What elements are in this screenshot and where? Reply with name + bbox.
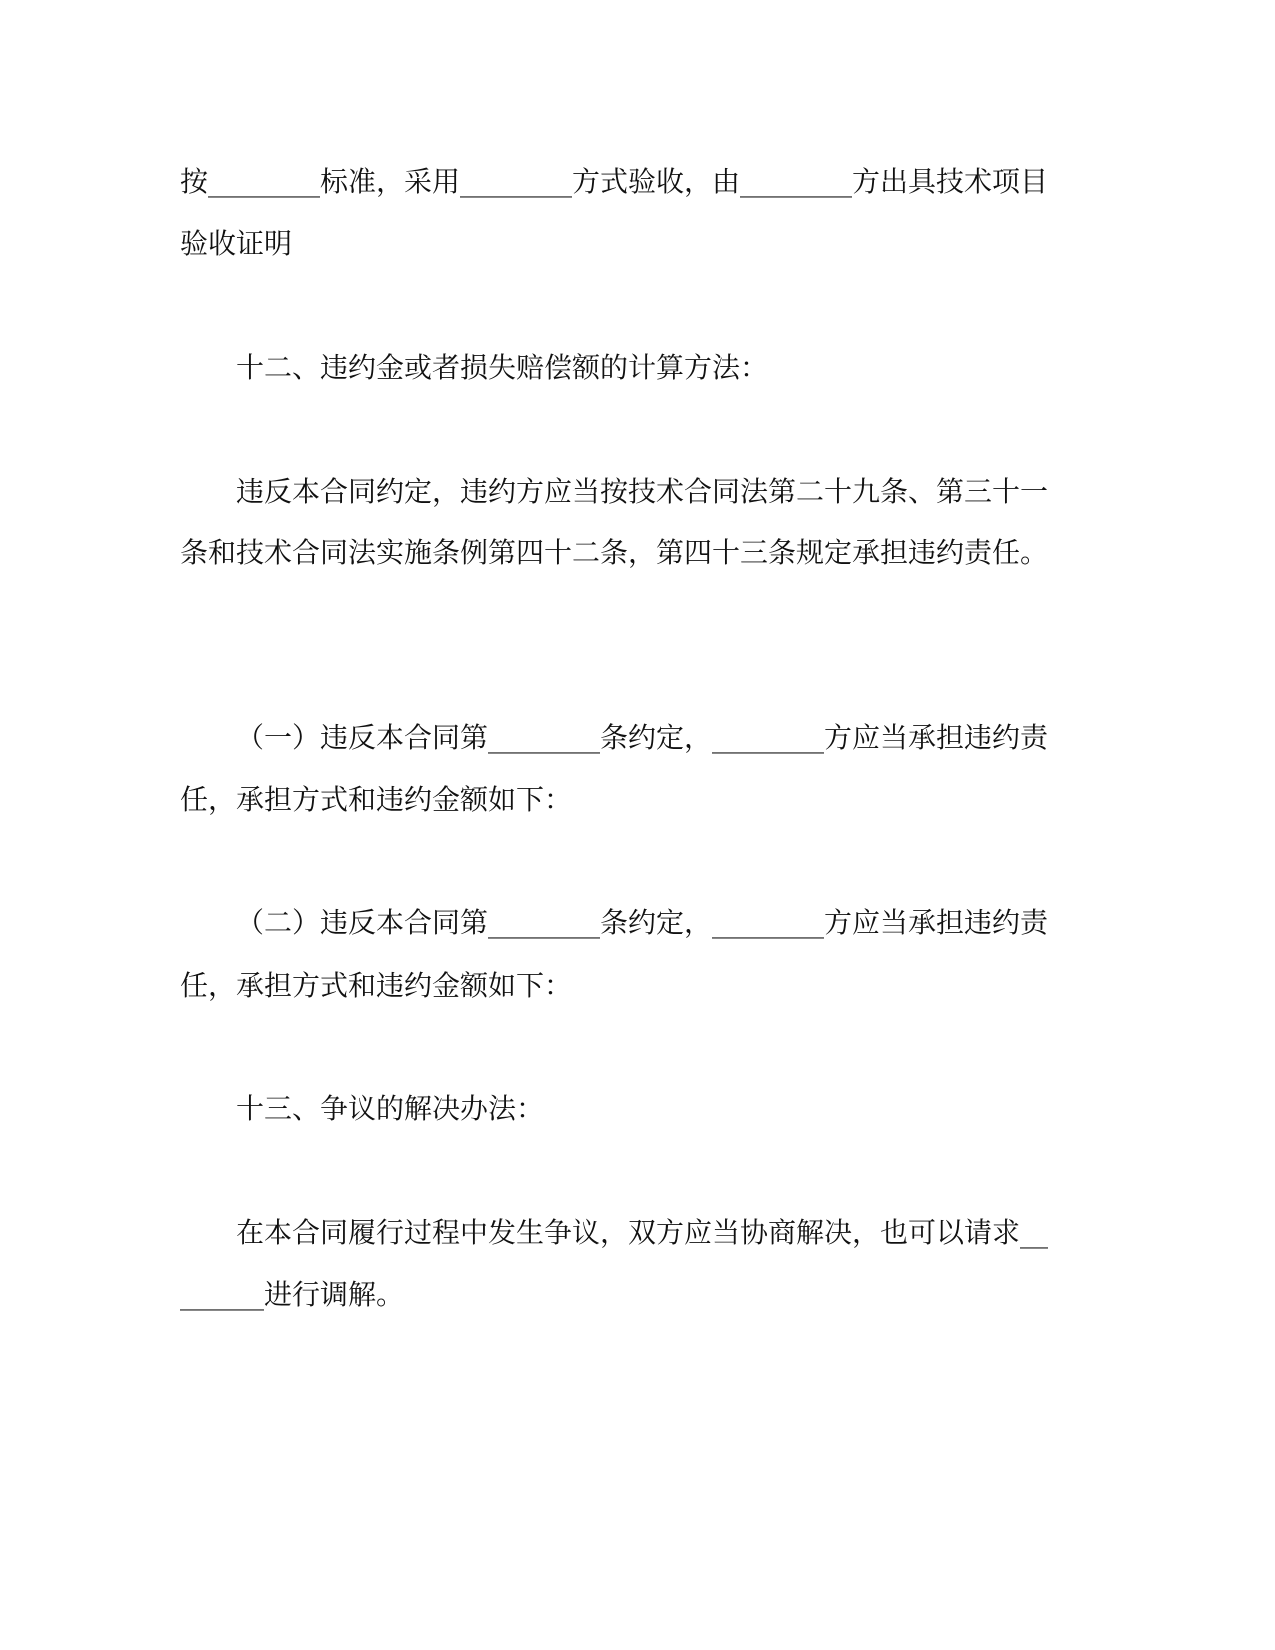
clause-2-line-2: 任，承担方式和违约金额如下： <box>180 969 573 1002</box>
clause-1-line-1: （一）违反本合同第________条约定，________方应当承担违约责 <box>236 721 1049 754</box>
section-12-heading: 十二、违约金或者损失赔偿额的计算方法： <box>236 351 769 384</box>
acceptance-line-2: 验收证明 <box>180 227 293 260</box>
dispute-resolution-line-2: ______进行调解。 <box>180 1278 405 1311</box>
clause-1-line-2: 任，承担方式和违约金额如下： <box>180 783 573 816</box>
dispute-resolution-line-1: 在本合同履行过程中发生争议，双方应当协商解决，也可以请求__ <box>236 1216 1049 1249</box>
acceptance-line-1: 按________标准，采用________方式验收，由________方出具技术项目 <box>180 165 1049 198</box>
clause-2-line-1: （二）违反本合同第________条约定，________方应当承担违约责 <box>236 906 1049 939</box>
breach-liability-line-1: 违反本合同约定，违约方应当按技术合同法第二十九条、第三十一 <box>236 475 1049 508</box>
breach-liability-line-2: 条和技术合同法实施条例第四十二条，第四十三条规定承担违约责任。 <box>180 536 1049 569</box>
section-13-heading: 十三、争议的解决办法： <box>236 1092 545 1125</box>
